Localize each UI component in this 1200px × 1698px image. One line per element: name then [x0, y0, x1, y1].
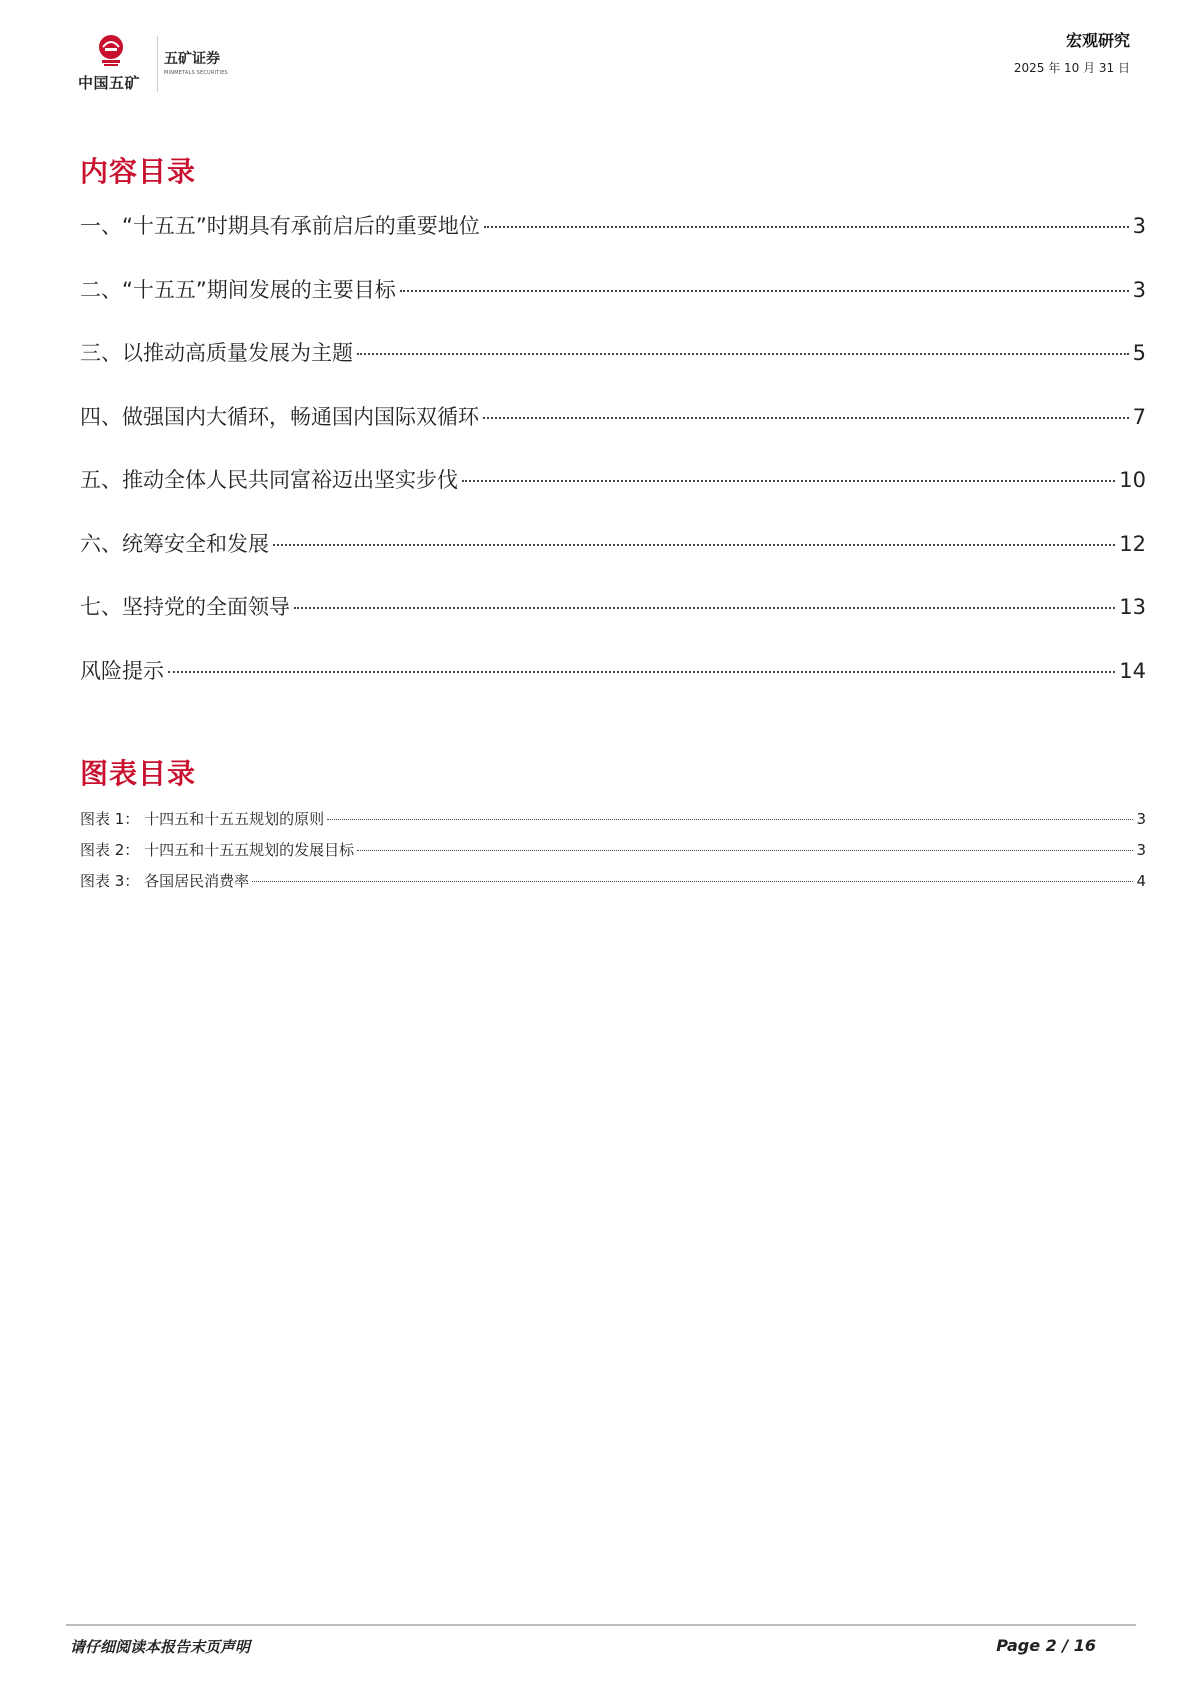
- dot-leader: [273, 544, 1115, 546]
- figure-entry-label: 图表 2： 十四五和十五五规划的发展目标: [80, 841, 355, 859]
- dot-leader: [357, 850, 1133, 851]
- toc-entry-page: 5: [1132, 341, 1146, 365]
- toc-entry-3[interactable]: [80, 337, 1146, 401]
- figures-title: 图表目录: [80, 757, 197, 790]
- toc-entry-page: 3: [1132, 214, 1146, 238]
- company-logo: [78, 34, 248, 94]
- toc-entry-label: 二、“十五五”期间发展的主要目标: [80, 277, 396, 302]
- figure-entry-label: 图表 3： 各国居民消费率: [80, 872, 250, 890]
- toc-entry-label: 六、统筹安全和发展: [80, 531, 269, 556]
- figure-entry-page: 3: [1136, 841, 1146, 859]
- dot-leader: [462, 480, 1115, 482]
- toc-entry-label: 风险提示: [80, 658, 164, 683]
- minmetals-emblem-icon: [94, 34, 128, 68]
- toc-entry-1[interactable]: [80, 210, 1146, 274]
- company-english-name: MINMETALS SECURITIES: [164, 70, 228, 76]
- figure-entry-2[interactable]: [80, 839, 1146, 870]
- toc-entry-6[interactable]: [80, 528, 1146, 592]
- toc-entry-label: 一、“十五五”时期具有承前启后的重要地位: [80, 214, 480, 238]
- group-name: 中国五矿: [78, 74, 141, 92]
- toc-entry-page: 10: [1119, 468, 1146, 492]
- dot-leader: [327, 819, 1133, 820]
- dot-leader: [168, 671, 1115, 673]
- dot-leader: [252, 881, 1133, 882]
- footer-disclaimer: 请仔细阅读本报告末页声明: [70, 1638, 251, 1656]
- toc-entry-5[interactable]: [80, 464, 1146, 528]
- logo-divider: [157, 36, 158, 92]
- report-category: 宏观研究: [1065, 31, 1130, 50]
- figure-entry-page: 3: [1136, 810, 1146, 828]
- group-logo: [78, 34, 154, 94]
- toc-title: 内容目录: [80, 155, 197, 188]
- figure-entry-1[interactable]: [80, 808, 1146, 839]
- toc-entry-page: 13: [1119, 595, 1146, 619]
- toc-entry-page: 3: [1132, 277, 1146, 302]
- dot-leader: [294, 607, 1115, 609]
- toc-entry-page: 7: [1132, 404, 1146, 429]
- toc-entry-8[interactable]: [80, 655, 1146, 719]
- page-number: Page 2 / 16: [996, 1636, 1096, 1655]
- toc-list: [80, 210, 1146, 718]
- dot-leader: [400, 290, 1129, 292]
- toc-entry-2[interactable]: [80, 274, 1146, 338]
- figure-entry-page: 4: [1136, 872, 1146, 890]
- figure-entry-3[interactable]: [80, 870, 1146, 901]
- toc-entry-4[interactable]: [80, 401, 1146, 465]
- company-name: 五矿证券: [164, 51, 220, 67]
- toc-entry-page: 14: [1119, 658, 1146, 683]
- toc-entry-label: 五、推动全体人民共同富裕迈出坚实步伐: [80, 468, 458, 492]
- report-meta: [1014, 28, 1130, 76]
- figure-entry-label: 图表 1： 十四五和十五五规划的原则: [80, 810, 325, 828]
- dot-leader: [483, 417, 1129, 419]
- footer-divider: [66, 1624, 1136, 1626]
- toc-entry-label: 七、坚持党的全面领导: [80, 595, 290, 619]
- toc-entry-7[interactable]: [80, 591, 1146, 655]
- figures-list: [80, 808, 1146, 901]
- report-date: 2025 年 10 月 31 日: [1013, 61, 1130, 75]
- securities-logo: [164, 48, 228, 76]
- toc-entry-page: 12: [1119, 531, 1146, 556]
- dot-leader: [357, 353, 1129, 355]
- toc-entry-label: 四、做强国内大循环，畅通国内国际双循环: [80, 404, 479, 429]
- toc-entry-label: 三、以推动高质量发展为主题: [80, 341, 353, 365]
- dot-leader: [484, 226, 1129, 228]
